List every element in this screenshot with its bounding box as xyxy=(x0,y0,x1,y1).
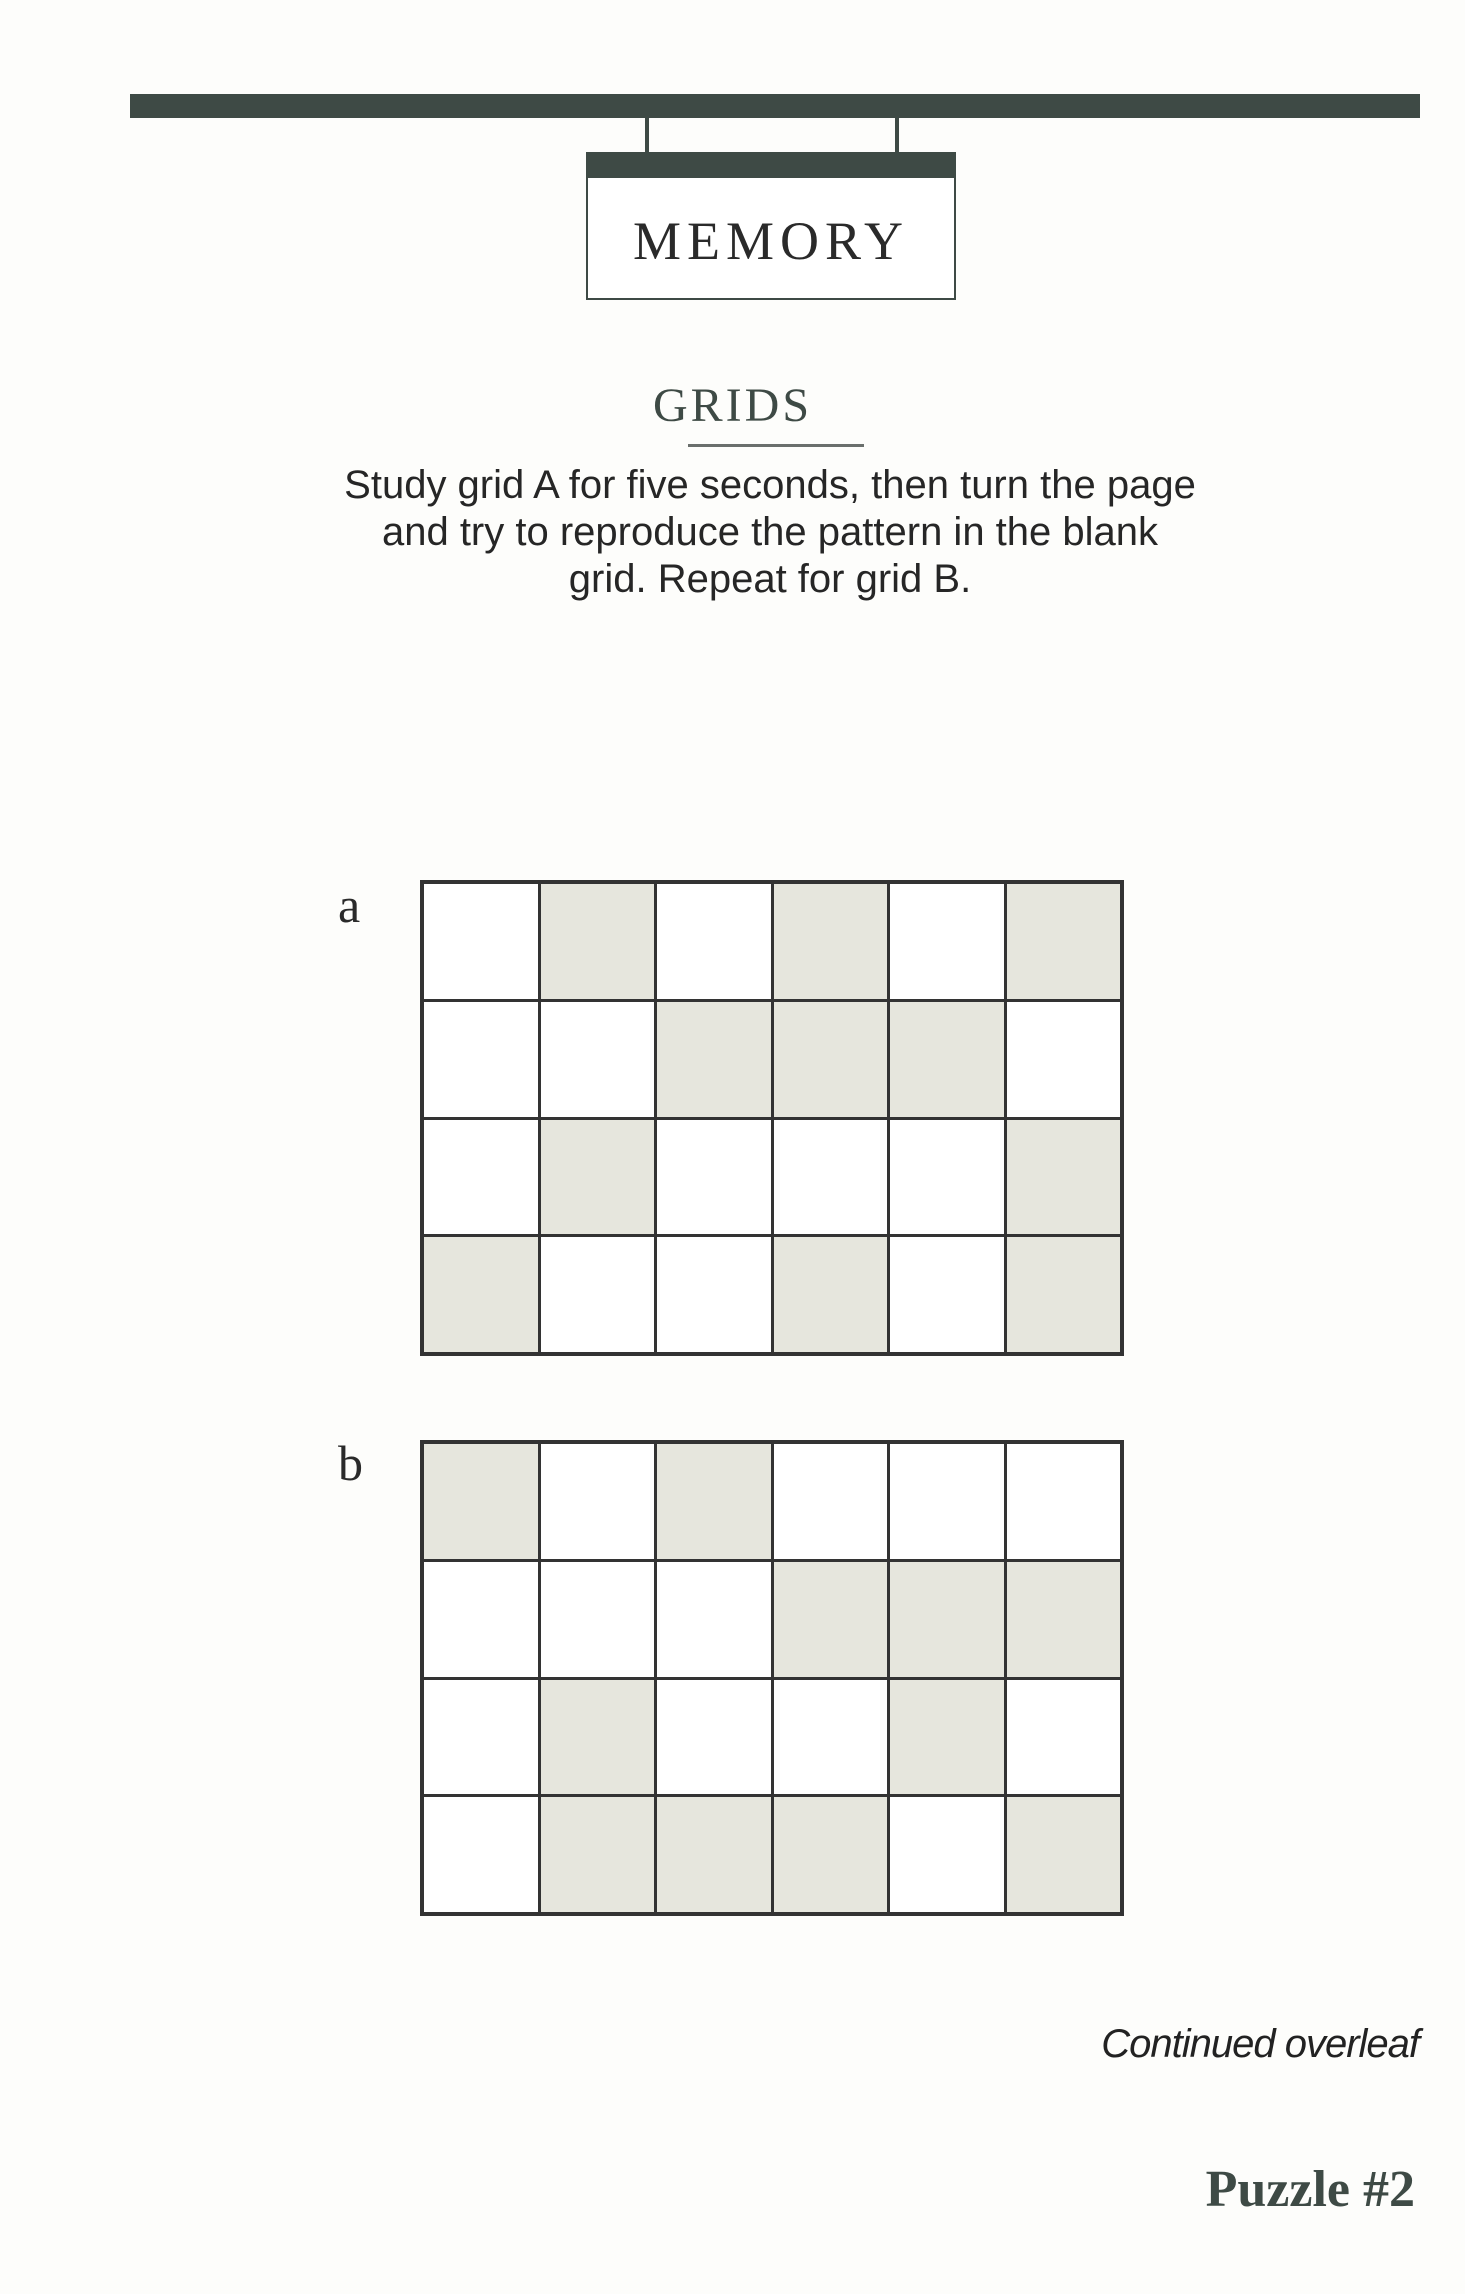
grid-cell xyxy=(657,1797,771,1912)
grid-cell xyxy=(424,1237,538,1352)
grid-b xyxy=(420,1440,1124,1916)
grid-cell xyxy=(541,884,655,999)
grid-cell xyxy=(774,1680,888,1795)
grid-cell xyxy=(541,1797,655,1912)
puzzle-number: Puzzle #2 xyxy=(1205,2161,1415,2218)
puzzle-instructions: Study grid A for five seconds, then turn the page and try to reproduce the pattern in the blank grid. Repeat for grid B. xyxy=(344,463,1196,601)
grid-cell xyxy=(424,1002,538,1117)
grid-cell xyxy=(424,1562,538,1677)
grid-b-label: b xyxy=(338,1435,363,1491)
grid-cell xyxy=(1007,1562,1121,1677)
grid-cell xyxy=(424,1797,538,1912)
grid-cell xyxy=(890,1444,1004,1559)
puzzle-title: GRIDS xyxy=(652,379,813,432)
grid-cell xyxy=(657,1444,771,1559)
grid-cell xyxy=(1007,1120,1121,1235)
grid-cell xyxy=(1007,884,1121,999)
grid-cell xyxy=(774,1797,888,1912)
sign-band xyxy=(588,154,954,178)
grid-cell xyxy=(890,884,1004,999)
grid-cell xyxy=(890,1562,1004,1677)
grid-cell xyxy=(657,1002,771,1117)
grid-cell xyxy=(424,1444,538,1559)
grid-cell xyxy=(774,1120,888,1235)
section-title: MEMORY xyxy=(632,211,910,271)
grid-cell xyxy=(774,1237,888,1352)
grid-cell xyxy=(774,1002,888,1117)
grid-cell xyxy=(424,1680,538,1795)
grid-cell xyxy=(541,1444,655,1559)
grid-cell xyxy=(541,1562,655,1677)
grid-cell xyxy=(774,1562,888,1677)
header-bar xyxy=(130,94,1420,118)
grid-cell xyxy=(1007,1680,1121,1795)
grid-cell xyxy=(424,884,538,999)
grid-cell xyxy=(1007,1797,1121,1912)
grid-a-label: a xyxy=(338,877,361,933)
grid-cell xyxy=(657,1120,771,1235)
grid-cell xyxy=(890,1120,1004,1235)
grid-cell xyxy=(657,884,771,999)
grid-cell xyxy=(1007,1444,1121,1559)
grid-cell xyxy=(774,884,888,999)
grid-cell xyxy=(890,1797,1004,1912)
continued-note: Continued overleaf xyxy=(1101,2022,1419,2066)
grid-cell xyxy=(890,1237,1004,1352)
grid-cell xyxy=(541,1680,655,1795)
grid-cell xyxy=(1007,1237,1121,1352)
grid-cell xyxy=(541,1002,655,1117)
grid-cell xyxy=(424,1120,538,1235)
sign-hanger-left xyxy=(645,118,649,154)
grid-cell xyxy=(541,1120,655,1235)
grid-cell xyxy=(890,1002,1004,1117)
grid-cell xyxy=(541,1237,655,1352)
title-underline xyxy=(688,444,864,447)
grid-cell xyxy=(1007,1002,1121,1117)
sign-hanger-right xyxy=(895,118,899,154)
grid-cell xyxy=(890,1680,1004,1795)
grid-cell xyxy=(657,1680,771,1795)
grid-cell xyxy=(774,1444,888,1559)
grid-a xyxy=(420,880,1124,1356)
grid-cell xyxy=(657,1562,771,1677)
grid-cell xyxy=(657,1237,771,1352)
section-sign xyxy=(586,152,956,300)
